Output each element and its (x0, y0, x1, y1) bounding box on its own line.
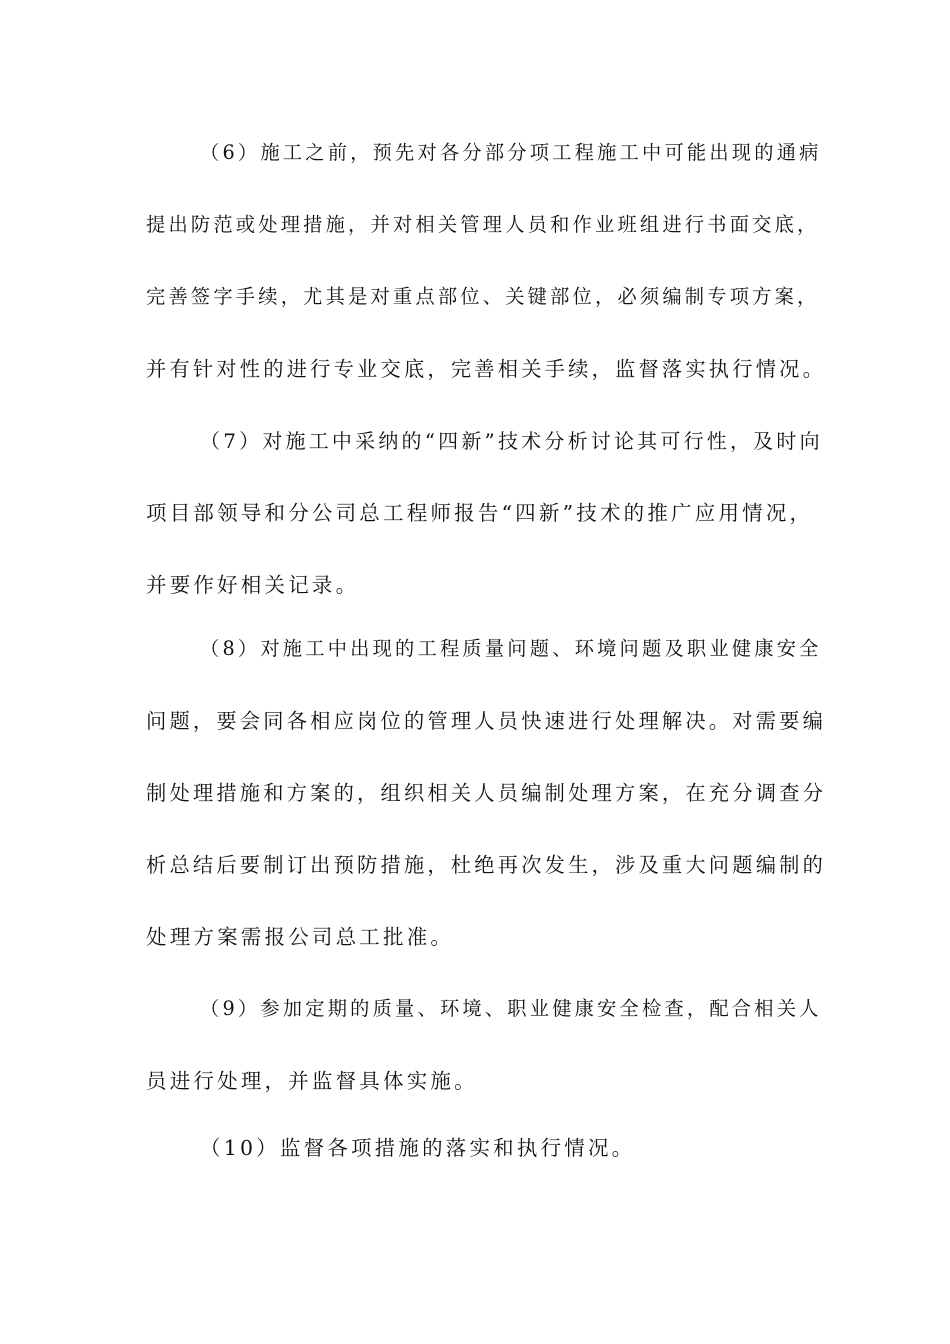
paragraph-8-line-4: 析总结后要制订出预防措施，杜绝再次发生，涉及重大问题编制的 (146, 853, 827, 877)
paragraph-8-line-1: （8）对施工中出现的工程质量问题、环境问题及职业健康安全 (200, 637, 822, 660)
paragraph-7-line-2: 项目部领导和分公司总工程师报告“四新”技术的推广应用情况， (146, 501, 814, 525)
paragraph-8-line-2: 问题，要会同各相应岗位的管理人员快速进行处理解决。对需要编 (146, 709, 827, 733)
paragraph-7-line-1: （7）对施工中采纳的“四新”技术分析讨论其可行性，及时向 (200, 429, 823, 453)
paragraph-8-line-5: 处理方案需报公司总工批准。 (146, 925, 455, 949)
paragraph-6-line-3: 完善签字手续，尤其是对重点部位、关键部位，必须编制专项方案， (146, 285, 820, 308)
paragraph-7-line-3: 并要作好相关记录。 (146, 573, 360, 597)
paragraph-9-line-1: （9）参加定期的质量、环境、职业健康安全检查，配合相关人 (200, 997, 822, 1020)
paragraph-9-line-2: 员进行处理，并监督具体实施。 (146, 1069, 478, 1093)
paragraph-6-line-1: （6）施工之前，预先对各分部分项工程施工中可能出现的通病 (200, 141, 822, 164)
paragraph-6-line-4: 并有针对性的进行专业交底，完善相关手续，监督落实执行情况。 (146, 357, 827, 381)
paragraph-6-line-2: 提出防范或处理措施，并对相关管理人员和作业班组进行书面交底， (146, 213, 820, 236)
paragraph-8-line-3: 制处理措施和方案的，组织相关人员编制处理方案，在充分调查分 (146, 781, 827, 805)
paragraph-10-line-1: （10）监督各项措施的落实和执行情况。 (200, 1136, 636, 1160)
